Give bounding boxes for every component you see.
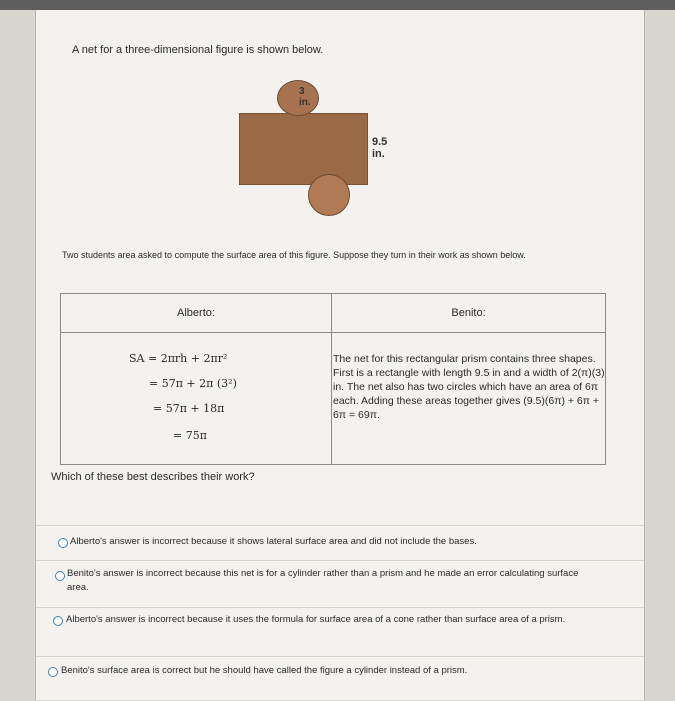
- answer-option-2[interactable]: [36, 560, 644, 607]
- top-bar: [0, 0, 675, 10]
- radio-icon[interactable]: [48, 667, 58, 677]
- answer-option-3-text: Alberto's answer is incorrect because it uses the formula for surface area of a cone rather than surface area of a prism.: [66, 614, 566, 625]
- header-alberto: Alberto:: [61, 294, 332, 333]
- radius-label: 3 in.: [299, 86, 311, 108]
- intro-text: Two students area asked to compute the surface area of this figure. Suppose they turn in their work as shown below.: [62, 250, 526, 260]
- question-ask: Which of these best describes their work?: [51, 471, 255, 483]
- net-circle-bottom: [308, 174, 350, 216]
- radio-icon[interactable]: [55, 571, 65, 581]
- question-prompt: A net for a three-dimensional figure is shown below.: [72, 44, 324, 56]
- answer-option-3[interactable]: [36, 607, 644, 656]
- alberto-line-4: = 75π: [173, 429, 207, 442]
- net-rectangle: [239, 113, 368, 185]
- net-circle-top: [277, 80, 319, 116]
- radio-icon[interactable]: [53, 616, 63, 626]
- radio-icon[interactable]: [58, 538, 68, 548]
- header-benito: Benito:: [332, 294, 605, 333]
- alberto-line-2: = 57π + 2π (3²): [149, 377, 237, 390]
- alberto-line-3: = 57π + 18π: [153, 402, 225, 415]
- answer-option-4[interactable]: [36, 656, 644, 701]
- length-label: 9.5 in.: [372, 136, 388, 160]
- answer-option-4-text: Benito's surface area is correct but he should have called the figure a cylinder instead of a prism.: [61, 665, 468, 676]
- column-divider: [331, 332, 332, 464]
- answer-option-2-text: Benito's answer is incorrect because this net is for a cylinder rather than a prism and he made an error calculating surface area.: [67, 568, 579, 593]
- question-card: [35, 10, 645, 700]
- answer-option-1-text: Alberto's answer is incorrect because it shows lateral surface area and did not include the bases.: [70, 536, 477, 547]
- work-table: [60, 293, 606, 465]
- benito-work: The net for this rectangular prism contains three shapes. First is a rectangle with length 9.5 in and a width of 2(π)(3) in. The net also has two circles which have an area of 6π each. Adding these areas together gives (9.5)(6π) + 6π + 6π = 69π.: [333, 353, 605, 421]
- alberto-line-1: SA = 2πrh + 2πr²: [129, 352, 228, 365]
- answer-option-1[interactable]: [36, 525, 644, 560]
